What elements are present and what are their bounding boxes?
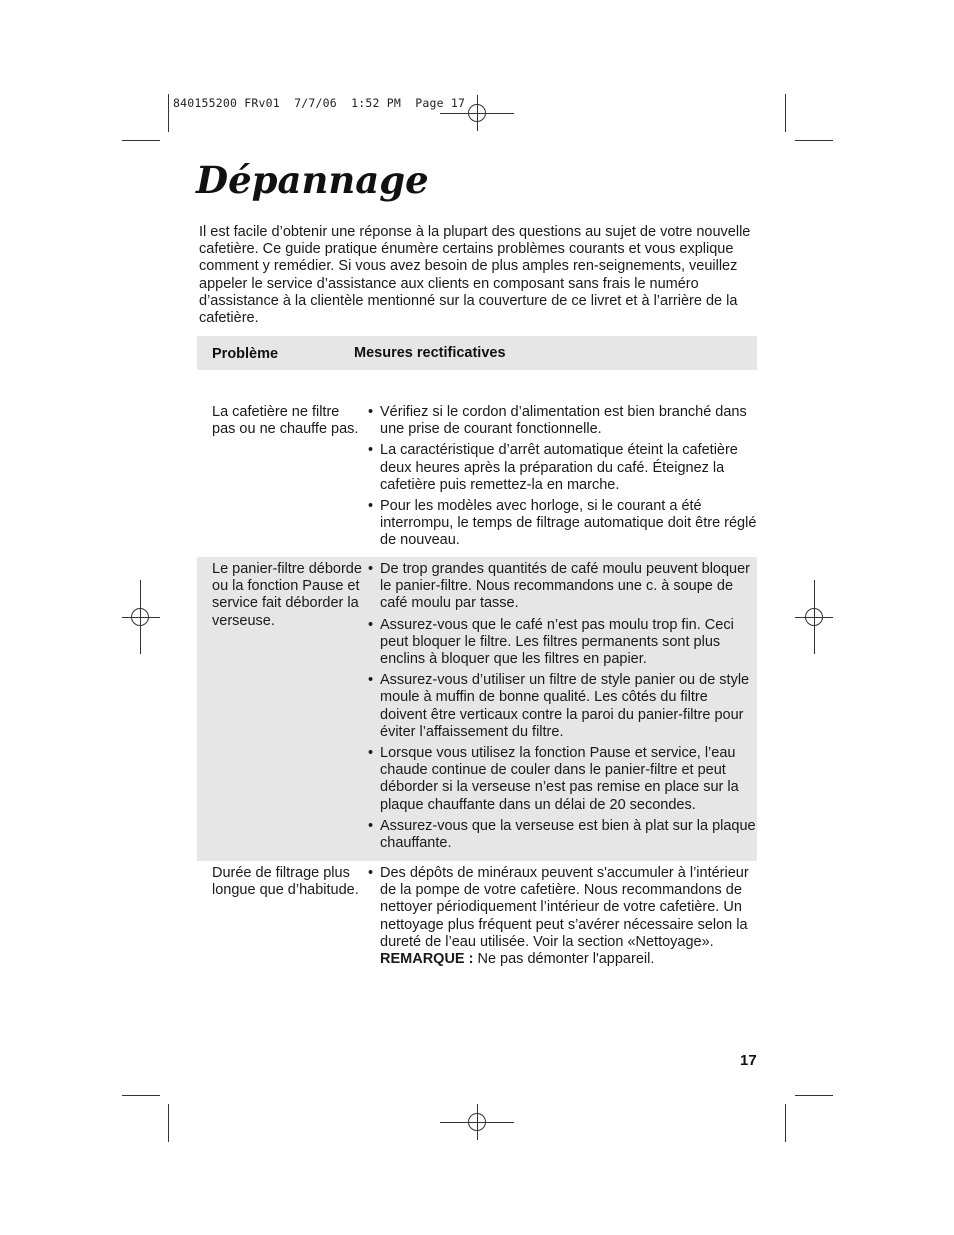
bullet: • bbox=[368, 616, 374, 633]
crop-mark bbox=[785, 1104, 786, 1142]
troubleshooting-table bbox=[197, 336, 757, 972]
table-row bbox=[197, 861, 757, 972]
bullet: • bbox=[368, 498, 374, 515]
registration-target-icon bbox=[468, 104, 486, 122]
fixes-list bbox=[368, 404, 757, 557]
bullet: • bbox=[368, 442, 374, 459]
fix-item: • Pour les modèles avec horloge, si le courant a été interrompu, le temps de filtrage automatique doit être réglé de nouveau. bbox=[368, 498, 757, 549]
problem-cell: Durée de filtrage plus longue que d’habitude. bbox=[212, 865, 359, 899]
fix-item: • Vérifiez si le cordon d’alimentation est bien branché dans une prise de courant fonctionnelle. bbox=[368, 404, 747, 438]
bullet: • bbox=[368, 817, 374, 834]
fix-item: • Assurez-vous que la verseuse est bien à plat sur la plaque chauffante. bbox=[368, 817, 756, 852]
fix-item: • Assurez-vous d’utiliser un filtre de style panier ou de style moule à muffin de bonne qualité. Les côtés du filtre doivent être verticaux contre la paroi du panier-filtre pour éviter l’affaissement du filtre. bbox=[368, 672, 750, 740]
problem-cell: Le panier-filtre déborde ou la fonction Pause et service fait déborder la verseuse. bbox=[212, 561, 362, 629]
crop-mark bbox=[785, 94, 786, 132]
registration-target-icon bbox=[805, 608, 823, 626]
note-label: REMARQUE : bbox=[380, 951, 474, 968]
header-problem: Problème bbox=[212, 346, 279, 362]
crop-mark bbox=[168, 94, 169, 132]
problem-cell: La cafetière ne filtre pas ou ne chauffe pas. bbox=[212, 404, 359, 438]
crop-mark bbox=[795, 1095, 833, 1096]
page-title: Dépannage bbox=[196, 158, 429, 202]
fix-item: • Assurez-vous que le café n’est pas moulu trop fin. Ceci peut bloquer le filtre. Les filtres permanents sont plus enclins à bloquer que les filtres en papier. bbox=[368, 616, 734, 668]
fixes-list bbox=[368, 865, 757, 972]
table-row bbox=[197, 557, 757, 861]
table-row bbox=[197, 364, 757, 557]
bullet: • bbox=[368, 672, 374, 689]
bullet: • bbox=[368, 865, 374, 881]
print-slug: 840155200 FRv01 7/7/06 1:52 PM Page 17 bbox=[173, 96, 466, 110]
bullet: • bbox=[368, 745, 374, 762]
page-number: 17 bbox=[740, 1052, 757, 1069]
fix-item: • La caractéristique d’arrêt automatique éteint la cafetière deux heures après la préparation du café. Éteignez la cafetière puis remettez-la en marche. bbox=[368, 442, 738, 493]
intro-paragraph: Il est facile d’obtenir une réponse à la plupart des questions au sujet de votre nouvelle cafetière. Ce guide pratique énumère certains problèmes courants et vous explique comment y remédier. Si vous avez besoin de plus amples ren-seignements, veuillez appeler le service d’assistance aux clients en composant sans frais le numéro d’assistance à la clientèle mentionné sur la couverture de ce livret et à l’arrière de la cafetière. bbox=[199, 224, 751, 327]
registration-target-icon bbox=[131, 608, 149, 626]
crop-mark bbox=[122, 1095, 160, 1096]
note-text: Ne pas démonter l'appareil. bbox=[473, 951, 655, 968]
bullet: • bbox=[368, 561, 374, 577]
fix-item: • De trop grandes quantités de café moulu peuvent bloquer le panier-filtre. Nous recommandons une c. à soupe de café moulu par tasse. bbox=[368, 561, 750, 612]
header-fixes: Mesures rectificatives bbox=[354, 345, 506, 361]
fix-item: • Lorsque vous utilisez la fonction Pause et service, l’eau chaude continue de couler dans le panier-filtre et peut déborder si la verseuse n’est pas remise en place sur la plaque chauffante dans un délai de 20 secondes. bbox=[368, 745, 739, 813]
crop-mark bbox=[168, 1104, 169, 1142]
registration-target-icon bbox=[468, 1113, 486, 1131]
crop-mark bbox=[795, 140, 833, 141]
bullet: • bbox=[368, 404, 374, 420]
fix-item: • Des dépôts de minéraux peuvent s'accumuler à l’intérieur de la pompe de votre cafetière. Nous recommandons de nettoyer périodiquement l’intérieur de votre cafetière. Un nettoyage plus fréquent peut s’avérer nécessaire selon la dureté de l’eau utilisée. Voir la section «Nettoyage». REMARQUE : Ne pas démonter l'appareil. bbox=[368, 865, 749, 968]
fixes-list bbox=[368, 561, 757, 861]
crop-mark bbox=[122, 140, 160, 141]
